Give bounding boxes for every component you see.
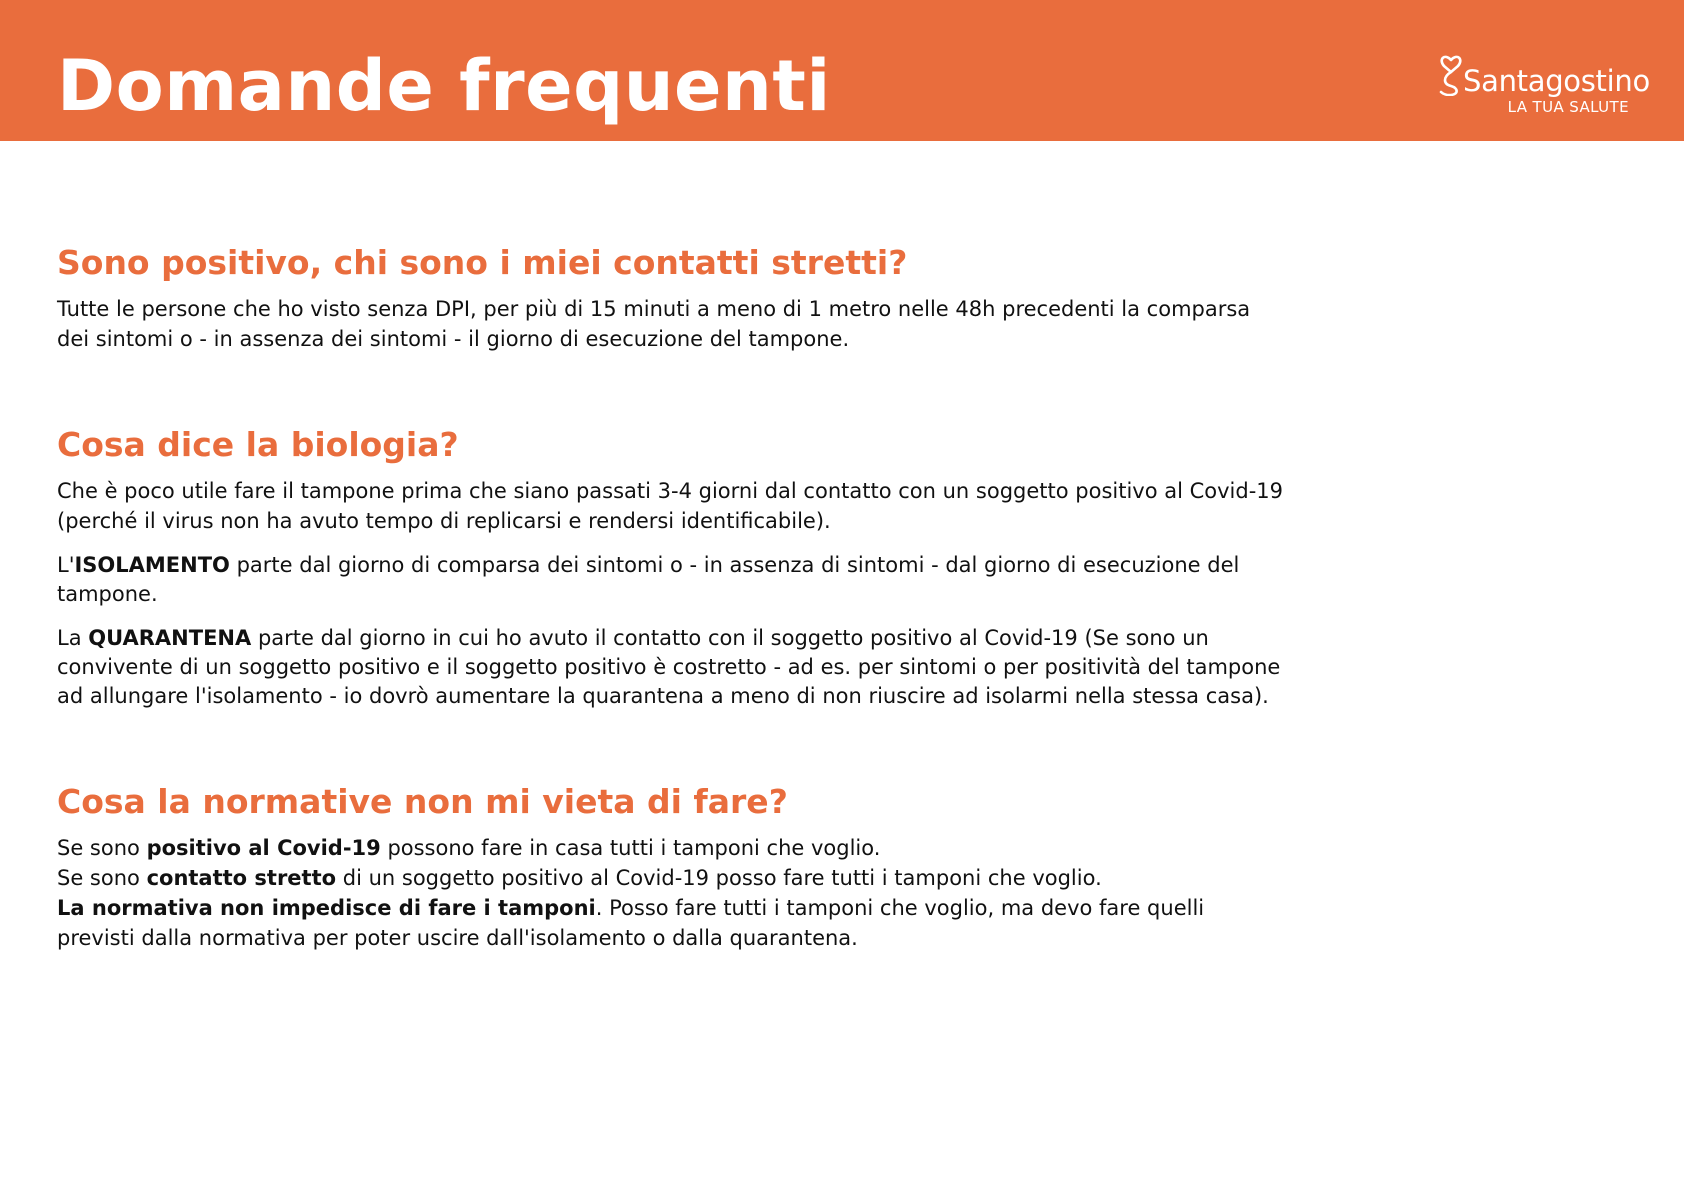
faq-answer-line [57,863,1287,893]
paragraph-text: parte dal giorno di comparsa dei sintomi o - in assenza di sintomi - dal giorno di esecuzione del tampone. [57,553,1240,606]
bold-term: positivo al Covid-19 [146,836,381,860]
bold-term: ISOLAMENTO [74,553,230,577]
faq-answer-paragraph: Tutte le persone che ho visto senza DPI, per più di 15 minuti a meno di 1 metro nelle 48h precedenti la comparsa dei sintomi o - in assenza dei sintomi - il giorno di esecuzione del tampone. [57,297,1251,351]
paragraph-prefix: La [57,626,89,650]
bold-term: QUARANTENA [88,626,252,650]
faq-question: Cosa dice la biologia? [57,425,459,464]
faq-answer-line [57,893,1287,953]
faq-answer-paragraph: Che è poco utile fare il tampone prima che siano passati 3-4 giorni dal contatto con un soggetto positivo al Covid-19 (perché il virus non ha avuto tempo di replicarsi e rendersi identificabile). [57,479,1284,533]
faq-section [57,238,1287,354]
line-text: . Posso fare tutti i tamponi che voglio, ma devo fare quelli previsti dalla normativa per poter uscire dall'isolamento o dalla quarantena. [57,896,1205,950]
header-bar [0,0,1684,141]
faq-answer-line [57,833,1287,863]
faq-content [57,238,1287,953]
faq-section [57,777,1287,953]
line-prefix: Se sono [57,866,147,890]
santagostino-logo [1439,52,1650,122]
line-prefix: Se sono [57,836,147,860]
line-text: di un soggetto positivo al Covid-19 posso fare tutti i tamponi che voglio. [336,866,1102,890]
paragraph-prefix: L' [57,553,75,577]
line-text: possono fare in casa tutti i tamponi che voglio. [380,836,881,860]
bold-term: contatto stretto [146,866,337,890]
bold-term: La normativa non impedisce di fare i tamponi [57,896,596,920]
faq-answer-paragraph [57,624,1287,711]
faq-question: Sono positivo, chi sono i miei contatti stretti? [57,243,908,282]
logo-name: Santagostino [1463,64,1650,98]
faq-section [57,420,1287,711]
paragraph-text: parte dal giorno in cui ho avuto il contatto con il soggetto positivo al Covid-19 (Se sono un convivente di un soggetto positivo e il soggetto positivo è costretto - ad es. per sintomi o per positività del tampone ad allungare l'isolamento - io dovrò aumentare la quarantena a meno di non riuscire ad isolarmi nella stessa casa). [57,626,1281,708]
faq-question: Cosa la normative non mi vieta di fare? [57,782,788,821]
logo-tagline: LA TUA SALUTE [1507,98,1629,116]
page-title: Domande frequenti [57,45,831,127]
faq-answer-paragraph [57,551,1287,609]
